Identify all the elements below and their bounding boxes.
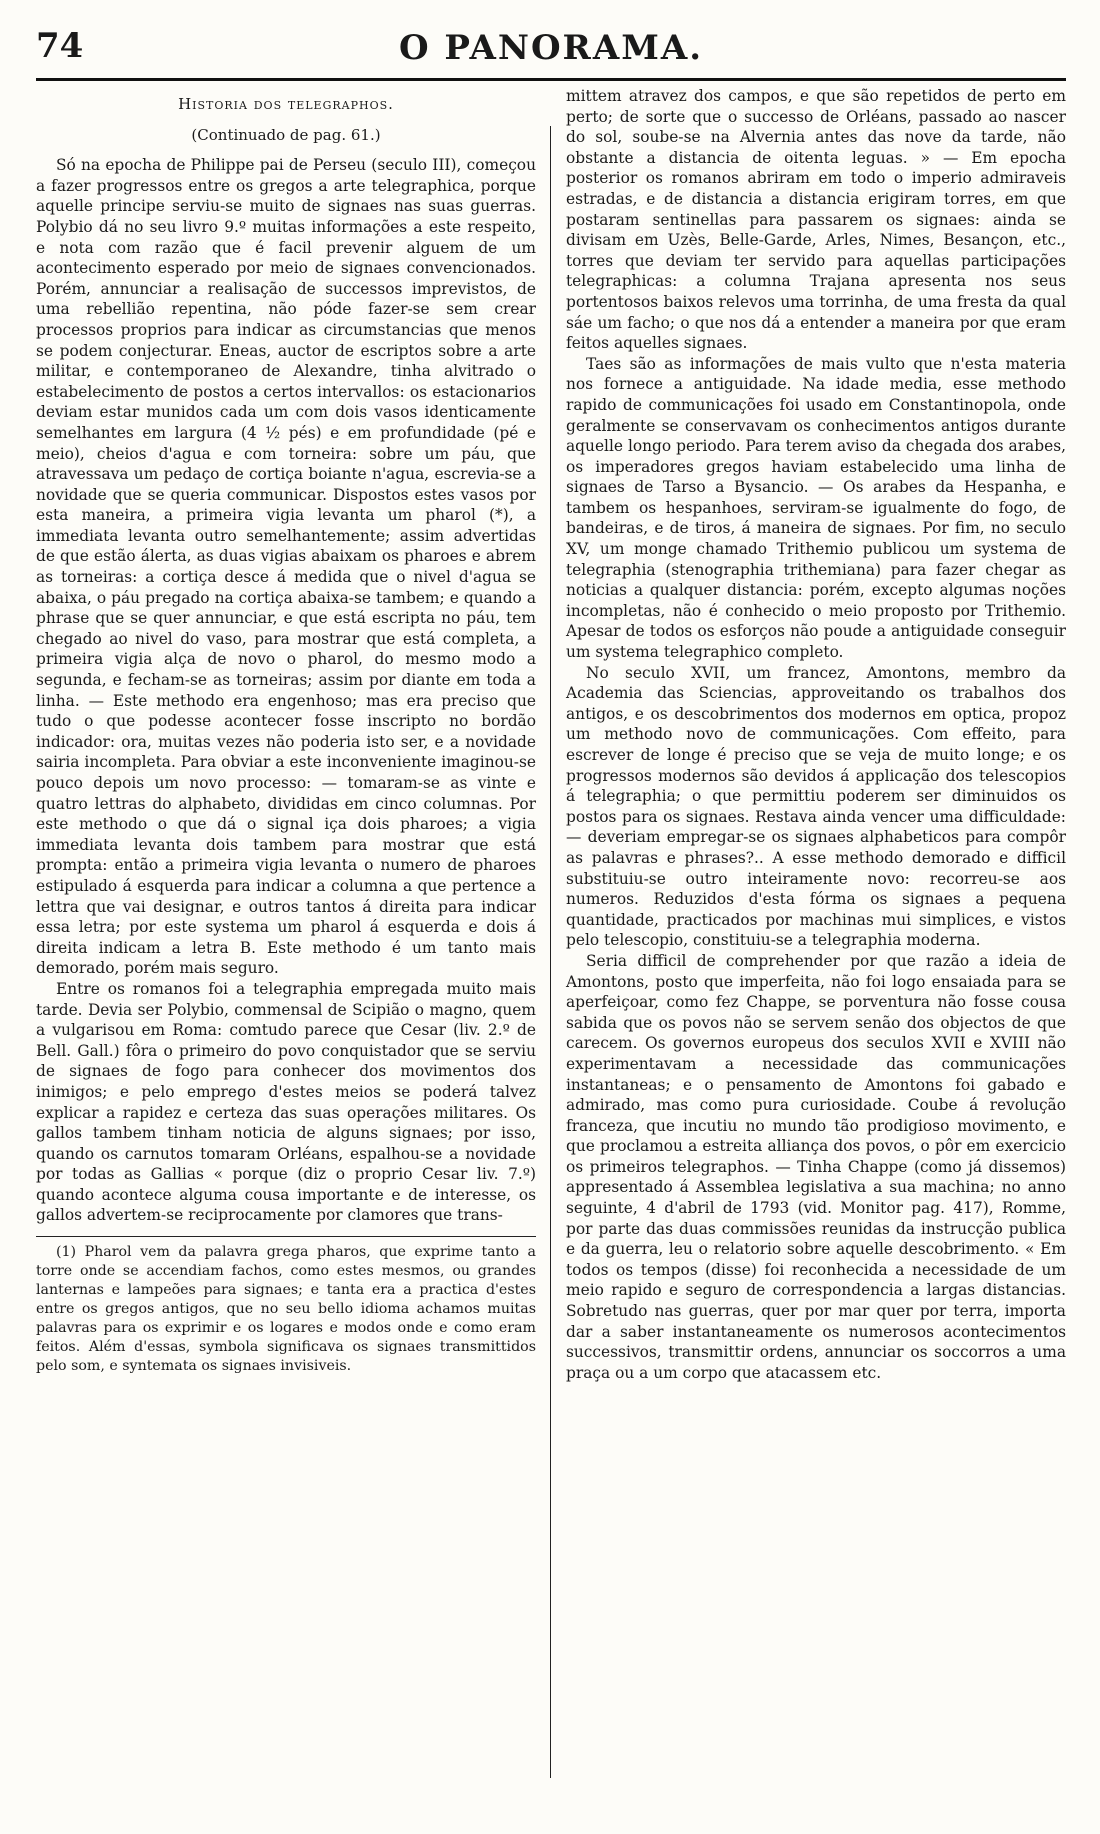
paragraph: Taes são as informações de mais vulto que n'esta materia nos fornece a antiguidade. Na idade media, esse methodo rapido de communicações foi usado em Constantinopola, onde geralmente se conservavam os conhecimentos antigos durante aquelle longo periodo. Para terem aviso da chegada dos arabes, os imperadores gregos haviam estabelecido uma linha de signaes de Tarso a Bysancio. — Os arabes da Hespanha, e tambem os hespanhoes, serviram-se igualmente do fogo, de bandeiras, e de tiros, á maneira de signaes. Por fim, no seculo XV, um monge chamado Trithemio publicou um systema de telegraphia (stenographia trithemiana) para fazer chegar as noticias a qualquer distancia: porém, excepto algumas noções incompletas, não é conhecido o meio proposto por Trithemio. Apesar de todos os esforços não poude a antiguidade conseguir um systema telegraphico completo. (566, 354, 1066, 662)
paragraph: Entre os romanos foi a telegraphia empregada muito mais tarde. Devia ser Polybio, commensal de Scipião o magno, quem a vulgarisou em Roma: comtudo parece que Cesar (liv. 2.º de Bell. Gall.) fôra o primeiro do povo conquistador que se serviu de signaes de fogo para conhecer dos movimentos dos inimigos; e pelo emprego d'estes meios se poderá talvez explicar a rapidez e certeza das suas operações militares. Os gallos tambem tinham noticia de alguns signaes; por isso, quando os carnutos tomaram Orléans, espalhou-se a novidade por todas as Gallias « porque (diz o proprio Cesar liv. 7.º) quando acontece alguma cousa importante e de interesse, os gallos advertem-se reciprocamente por clamores que trans- (36, 979, 536, 1225)
paragraph: mittem atravez dos campos, e que são repetidos de perto em perto; de sorte que o successo de Orléans, passado ao nascer do sol, soube-se na Alvernia antes das nove da tarde, não obstante a distancia de oitenta leguas. » — Em epocha posterior os romanos abriram em todo o imperio admiraveis estradas, e de distancia a distancia erigiram torres, em que postaram sentinellas para passarem os signaes: ainda se divisam em Uzès, Belle-Garde, Arles, Nimes, Besançon, etc., torres que deviam ter servido para aquellas participações telegraphicas: a columna Trajana apresenta nos seus portentosos baixos relevos uma torrinha, de uma fresta da qual sáe um facho; o que nos dá a entender a maneira por que eram feitos aquelles signaes. (566, 87, 1066, 353)
paragraph: Seria difficil de comprehender por que razão a ideia de Amontons, posto que imperfeita, não foi logo ensaiada para se aperfeiçoar, como fez Chappe, se porventura não fosse cousa sabida que os povos não se servem senão dos objectos de que carecem. Os governos europeus dos seculos XVII e XVIII não experimentavam a necessidade das communicações instantaneas; e o pensamento de Amontons foi gabado e admirado, mas como pura curiosidade. Coube á revolução franceza, que incutiu no mundo tão prodigioso movimento, e que proclamou a estreita alliança dos povos, o pôr em exercicio os primeiros telegraphos. — Tinha Chappe (como já dissemos) appresentado á Assemblea legislativa a sua machina; no anno seguinte, 4 d'abril de 1793 (vid. Monitor pag. 417), Romme, por parte das duas commissões reunidas da instrucção publica e da guerra, leu o relatorio sobre aquelle descobrimento. « Em todos os tempos (disse) foi reconhecida a necessidade de um meio rapido e seguro de correspondencia a largas distancias. Sobretudo nas guerras, quer por mar quer por terra, importa dar a saber instantaneamente os numerosos acontecimentos successivos, transmittir ordens, annunciar os soccorros a uma praça ou a um corpo que atacassem etc. (566, 951, 1066, 1382)
footnote: (1) Pharol vem da palavra grega pharos, que exprime tanto a torre onde se accendiam fachos, como estes mesmos, ou grandes lanternas e lampeões para signaes; e tanta era a practica d'estes entre os gregos antigos, que no seu bello idioma achamos muitas palavras para os exprimir e os logares e modos onde e como eram feitos. Além d'essas, symbola significava os signaes transmittidos pelo som, e syntemata os signaes invisiveis. (36, 1244, 536, 1375)
article-columns (36, 86, 1066, 1818)
continued-note: (Continuado de pag. 61.) (191, 125, 381, 144)
journal-title: O PANORAMA. (398, 28, 704, 68)
left-column (36, 86, 536, 1376)
paragraph: No seculo XVII, um francez, Amontons, membro da Academia das Sciencias, approveitando os trabalhos dos antigos, e os descobrimentos dos modernos em optica, propoz um methodo novo de communicações. Com effeito, para escrever de longe é preciso que se veja de muito longe; e os progressos modernos são devidos á applicação dos telescopios á telegraphia; o que permittiu poderem ser diminuidos os postos para os signaes. Restava ainda vencer uma difficuldade: — deveriam empregar-se os signaes alphabeticos para compôr as palavras e phrases?.. A esse methodo demorado e difficil substituiu-se outro inteiramente novo: recorreu-se aos numeros. Reduzidos d'esta fórma os signaes a pequena quantidade, practicados por machinas mui simplices, e vistos pelo telescopio, constituiu-se a telegraphia moderna. (566, 663, 1066, 950)
paragraph: Só na epocha de Philippe pai de Perseu (seculo III), começou a fazer progressos entre os gregos a arte telegraphica, porque aquelle principe serviu-se muito de signaes nas suas guerras. Polybio dá no seu livro 9.º muitas informações a este respeito, e nota com razão que é facil prevenir alguem de um acontecimento esperado por meio de signaes convencionados. Porém, annunciar a realisação de successos imprevistos, de uma rebellião repentina, não póde fazer-se sem crear processos proprios para indicar as circumstancias que menos se podem conjecturar. Eneas, auctor de escriptos sobre a arte militar, e contemporaneo de Alexandre, tinha alvitrado o estabelecimento de postos a certos intervallos: os estacionarios deviam estar munidos cada um com dois vasos identicamente semelhantes em largura (4 ½ pés) e em profundidade (pé e meio), cheios d'agua e com torneira: sobre um páu, que atravessava um pedaço de cortiça boiante n'agua, escrevia-se a novidade que se queria communicar. Dispostos estes vasos por esta maneira, a primeira vigia levanta um pharol (*), a immediata levanta outro semelhantemente; assim advertidas de que estão álerta, as duas vigias abaixam os pharoes e abrem as torneiras: a cortiça desce á medida que o nivel d'agua se abaixa, o páu pregado na cortiça abaixa-se tambem; e quando a phrase que se quer annunciar, e que está escripta no páu, tem chegado ao nivel do vaso, para mostrar que está completa, a primeira vigia alça de novo o pharol, do mesmo modo a segunda, e fecham-se as torneiras; assim por diante em toda a linha. — Este methodo era engenhoso; mas era preciso que tudo o que podesse acontecer fosse inscripto no bordão indicador: ora, muitas vezes não poderia isto ser, e a novidade sairia incompleta. Para obviar a este inconveniente imaginou-se pouco depois um novo processo: — tomaram-se as vinte e quatro lettras do alphabeto, divididas em cinco columnas. Por este methodo o que dá o signal iça dois pharoes; a vigia immediata levanta dois tambem para mostrar que está prompta: então a primeira vigia levanta o numero de pharoes estipulado á esquerda para indicar a columna a que pertence a lettra que vai designar, e outros tantos á direita para indicar essa letra; por este systema um pharol á esquerda e dois á direita indicam a letra B. Este methodo é um tanto mais demorado, porém mais seguro. (36, 156, 536, 978)
page-number: 74 (36, 26, 84, 66)
article-title: Historia dos telegraphos. (178, 95, 394, 113)
right-column (566, 86, 1066, 1383)
footnote-rule (36, 1236, 536, 1237)
newspaper-page (36, 18, 1066, 1818)
column-divider (550, 126, 551, 1778)
page-header (36, 18, 1066, 81)
